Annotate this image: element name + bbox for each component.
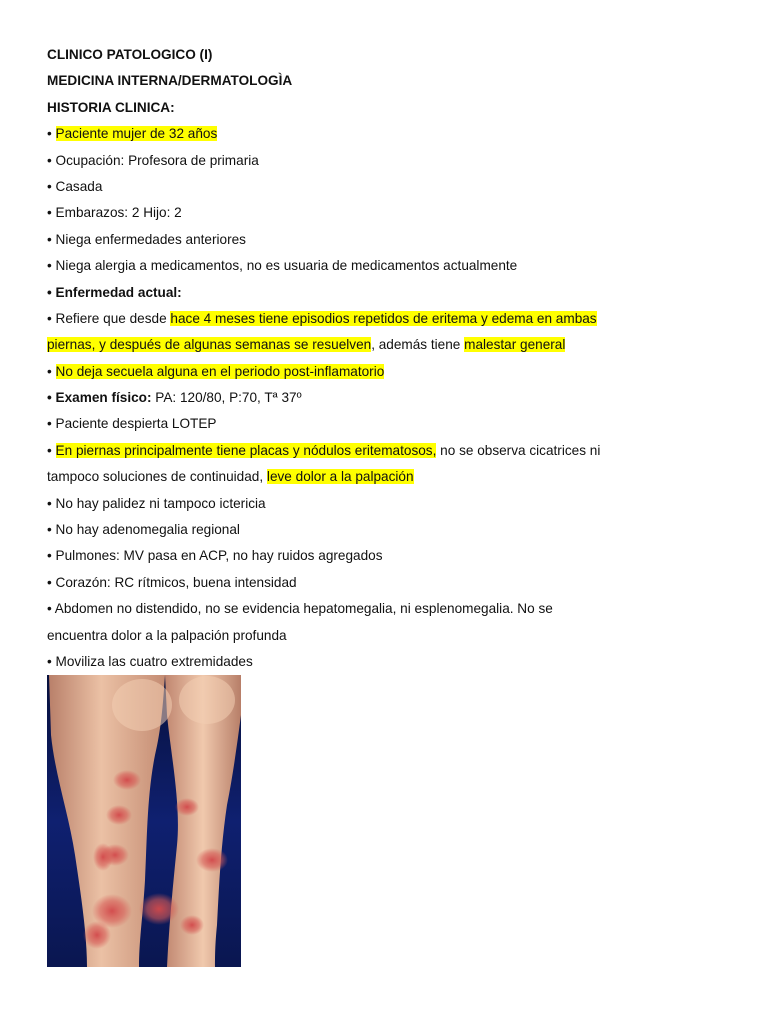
list-item: • En piernas principalmente tiene placas y nódulos eritematosos, no se observa cicatrices ni — [47, 442, 601, 458]
list-item: • Abdomen no distendido, no se evidencia hepatomegalia, ni esplenomegalia. No se — [47, 601, 553, 617]
section-heading: HISTORIA CLINICA: — [47, 99, 175, 115]
list-item: • Refiere que desde hace 4 meses tiene episodios repetidos de eritema y edema en ambas — [47, 310, 597, 326]
list-item: • No hay palidez ni tampoco ictericia — [47, 495, 266, 511]
list-item: • No hay adenomegalia regional — [47, 522, 240, 538]
list-item: • Paciente mujer de 32 años — [47, 126, 218, 142]
highlight: En piernas principalmente tiene placas y nódulos eritematosos, — [55, 442, 437, 458]
highlight: malestar general — [464, 337, 566, 353]
list-item: • Enfermedad actual: — [47, 284, 182, 300]
list-item: • Ocupación: Profesora de primaria — [47, 152, 259, 168]
legs-lesions-photo — [47, 675, 241, 967]
list-item: • Pulmones: MV pasa en ACP, no hay ruidos agregados — [47, 548, 383, 564]
highlight: piernas, y después de algunas semanas se resuelven — [47, 337, 372, 353]
list-item: • Moviliza las cuatro extremidades — [47, 653, 253, 669]
highlight: hace 4 meses tiene episodios repetidos de eritema y edema en ambas — [170, 310, 597, 326]
list-item: • Niega enfermedades anteriores — [47, 231, 246, 247]
doc-title: CLINICO PATOLOGICO (I) — [47, 47, 213, 62]
legs-photo-illustration — [47, 675, 241, 967]
clinical-history-document — [47, 42, 647, 675]
list-item: • Paciente despierta LOTEP — [47, 416, 217, 432]
highlight: leve dolor a la palpación — [266, 469, 414, 485]
list-item-continuation: tampoco soluciones de continuidad, leve dolor a la palpación — [47, 469, 414, 485]
list-item: • No deja secuela alguna en el periodo post-inflamatorio — [47, 363, 385, 379]
list-item: • Embarazos: 2 Hijo: 2 — [47, 205, 182, 221]
highlight: No deja secuela alguna en el periodo post-inflamatorio — [55, 363, 385, 379]
highlight: Paciente mujer de 32 años — [55, 126, 218, 142]
list-item: • Corazón: RC rítmicos, buena intensidad — [47, 574, 297, 590]
list-item: • Casada — [47, 178, 103, 194]
list-item: • Examen físico: PA: 120/80, P:70, Tª 37º — [47, 390, 302, 406]
list-item: • Niega alergia a medicamentos, no es usuaria de medicamentos actualmente — [47, 258, 518, 274]
list-item-continuation: piernas, y después de algunas semanas se resuelven, además tiene malestar general — [47, 337, 566, 353]
list-item-continuation: encuentra dolor a la palpación profunda — [47, 627, 287, 643]
specialty-heading: MEDICINA INTERNA/DERMATOLOGÌA — [47, 73, 293, 89]
